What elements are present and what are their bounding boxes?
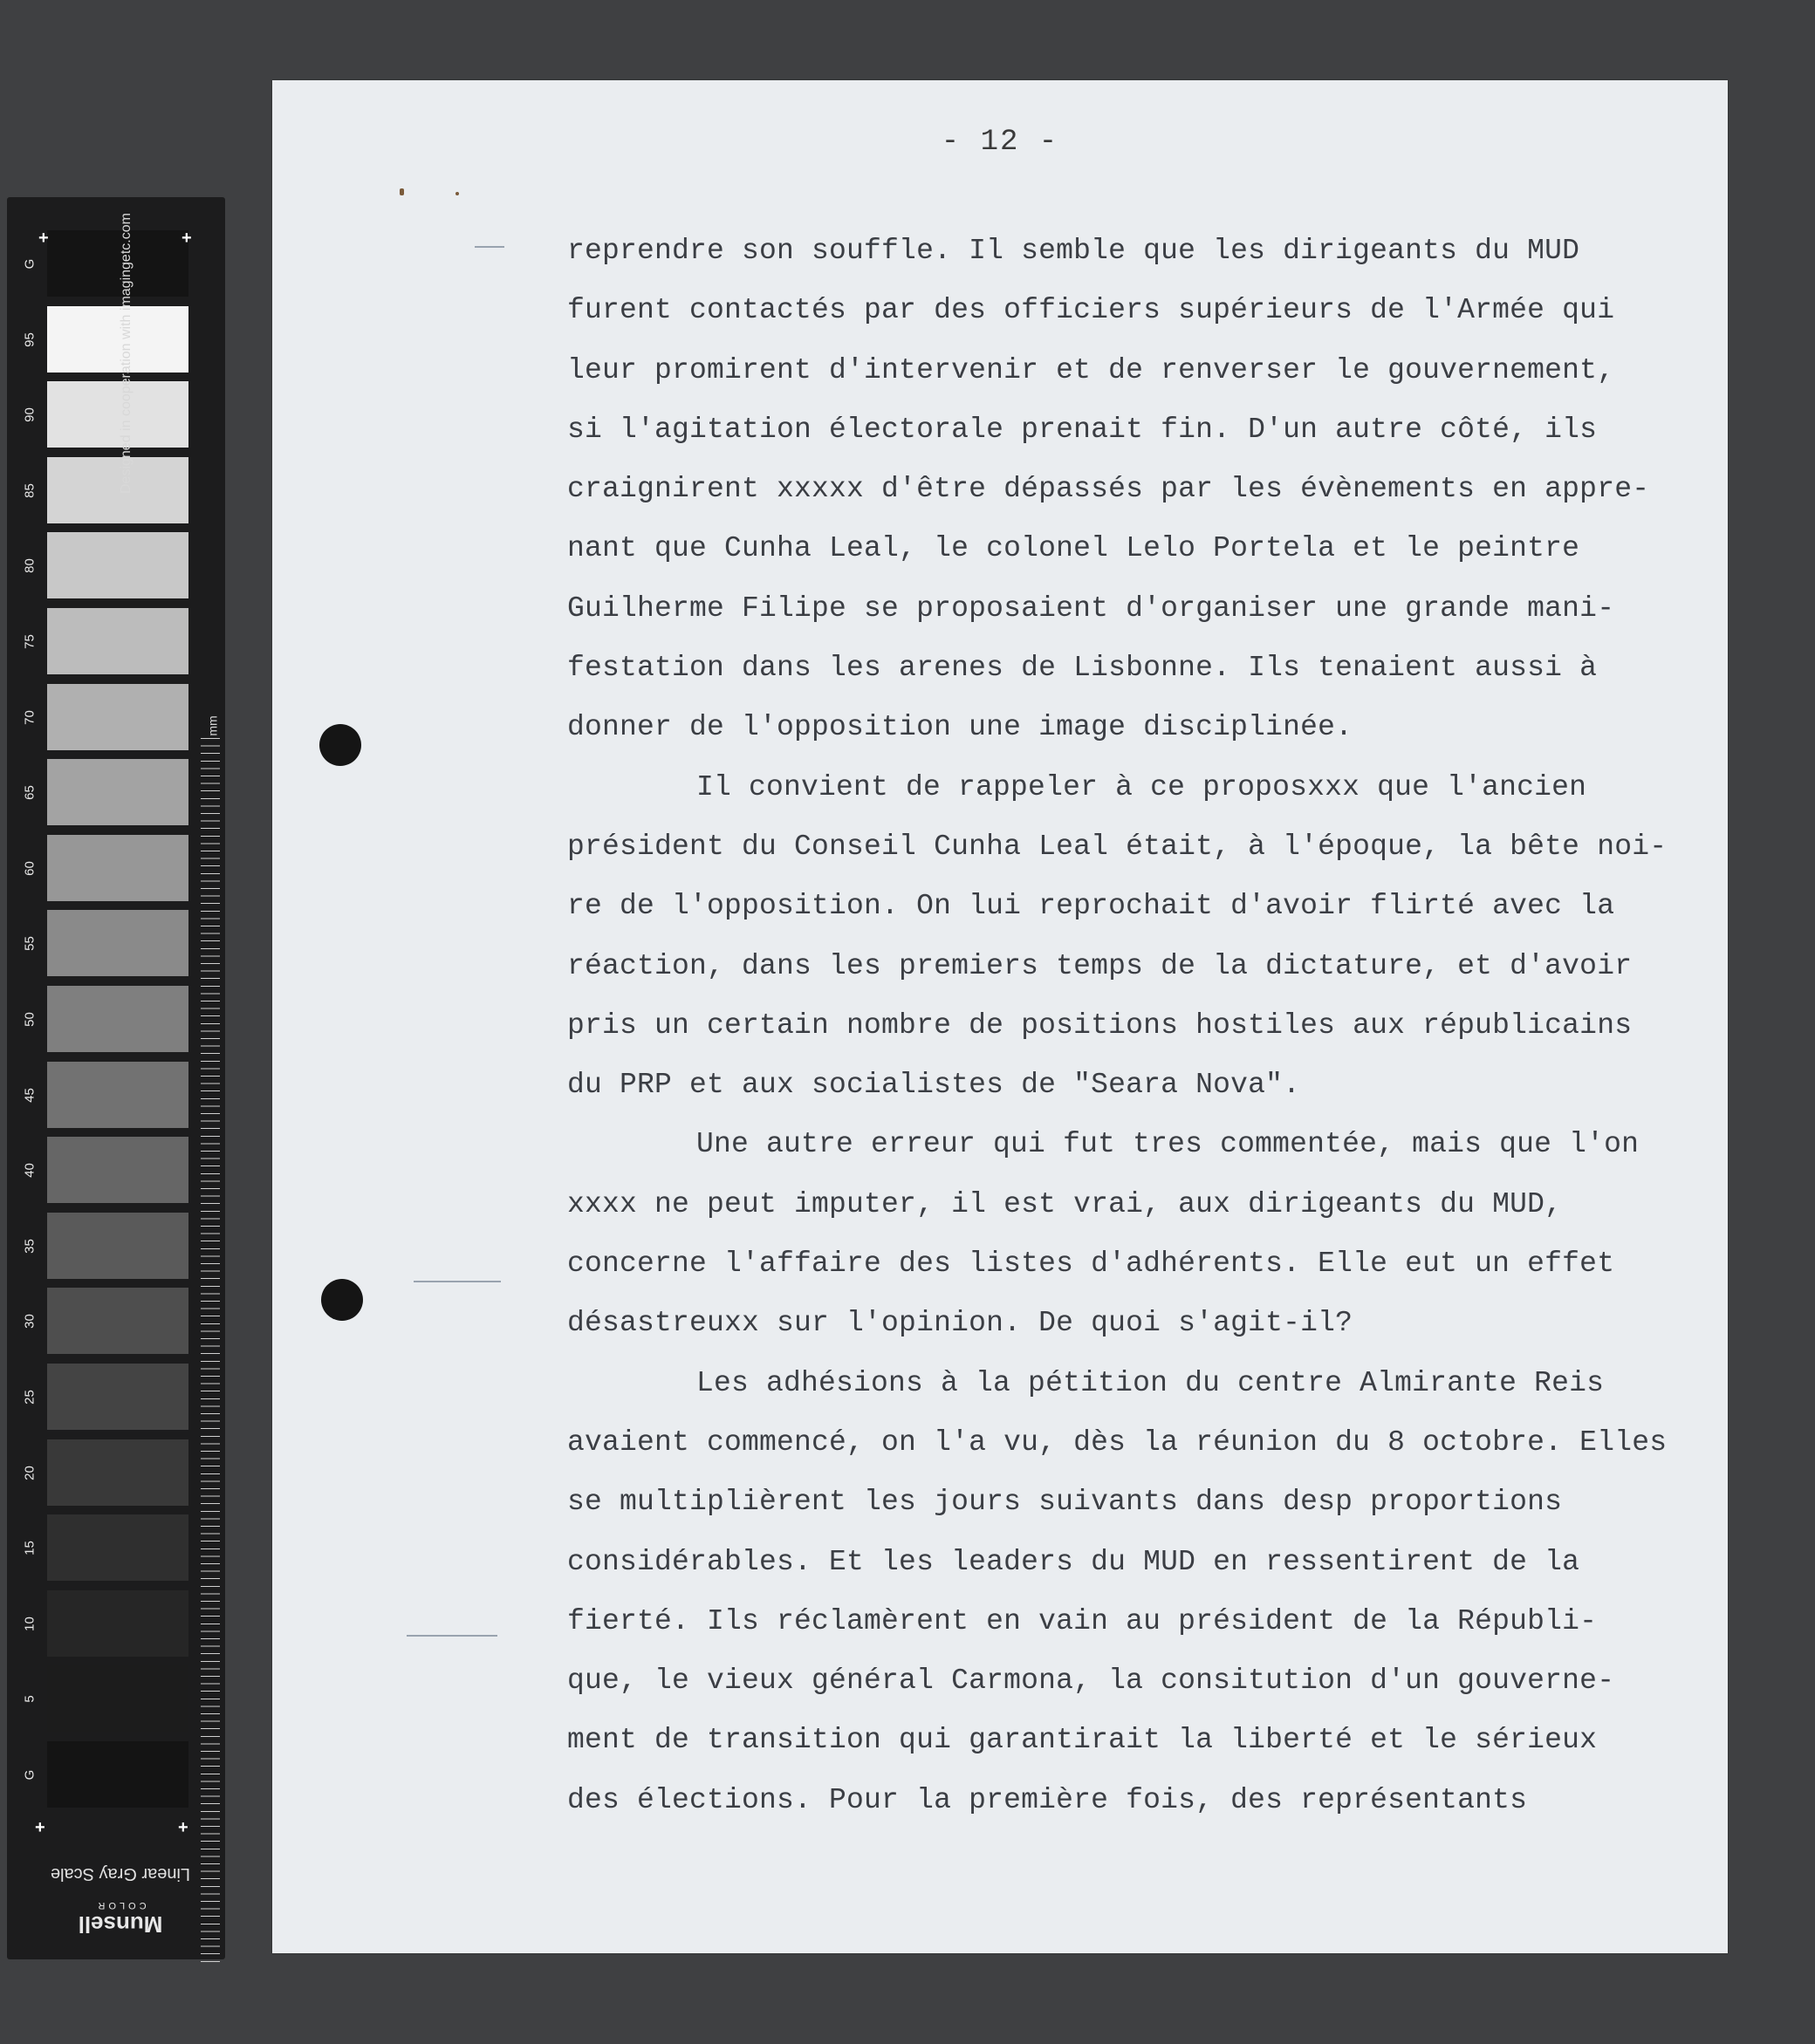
gray-patch-label: 80 bbox=[22, 558, 38, 574]
paper-speck bbox=[455, 192, 459, 195]
gray-patch-label: 45 bbox=[22, 1087, 38, 1103]
text-line: craignirent xxxxx d'être dépassés par les évènements en appre- bbox=[567, 473, 1650, 506]
page-number: - 12 - bbox=[941, 126, 1059, 159]
text-line: leur promirent d'intervenir et de renverser le gouvernement, bbox=[567, 353, 1615, 386]
margin-mark bbox=[414, 1281, 501, 1282]
gray-patch bbox=[47, 910, 188, 976]
text-line: que, le vieux général Carmona, la consitution d'un gouverne- bbox=[567, 1665, 1615, 1698]
text-line: donner de l'opposition une image disciplinée. bbox=[567, 711, 1353, 744]
gray-patch bbox=[47, 1590, 188, 1657]
gray-patch bbox=[47, 230, 188, 297]
plus-mark: + bbox=[178, 1818, 188, 1837]
gray-patch bbox=[47, 532, 188, 598]
gray-patch-label: 30 bbox=[22, 1314, 38, 1330]
ruler-unit-label: mm bbox=[205, 715, 220, 736]
gray-patch-label: G bbox=[22, 258, 38, 270]
plus-mark: + bbox=[35, 1818, 45, 1837]
gray-patch-label: 25 bbox=[22, 1390, 38, 1405]
margin-mark bbox=[407, 1635, 497, 1637]
gray-patch-label: 95 bbox=[22, 332, 38, 347]
gray-patch-label: 65 bbox=[22, 785, 38, 801]
text-line: avaient commencé, on l'a vu, dès la réunion du 8 octobre. Elles bbox=[567, 1425, 1668, 1459]
gray-patch-label: 10 bbox=[22, 1616, 38, 1631]
gray-patch bbox=[47, 381, 188, 448]
text-line: Une autre erreur qui fut tres commentée, mais que l'on bbox=[696, 1128, 1640, 1161]
strip-credit: Designed in cooperation with imagingetc.com bbox=[119, 213, 134, 494]
brand-subtitle: COLOR bbox=[94, 1900, 147, 1911]
gray-patch bbox=[47, 986, 188, 1052]
gray-patch bbox=[47, 759, 188, 825]
plus-mark: + bbox=[182, 229, 192, 248]
gray-patch-label: 35 bbox=[22, 1238, 38, 1254]
text-line: Guilherme Filipe se proposaient d'organiser une grande mani- bbox=[567, 591, 1615, 625]
gray-patch-label: 75 bbox=[22, 634, 38, 649]
gray-patch-label: 5 bbox=[22, 1695, 38, 1704]
plus-mark: + bbox=[38, 229, 49, 248]
gray-patch bbox=[47, 1364, 188, 1430]
gray-patch-label: 85 bbox=[22, 482, 38, 498]
text-line: ment de transition qui garantirait la liberté et le sérieux bbox=[567, 1724, 1598, 1757]
brand-logo bbox=[42, 1900, 199, 1938]
text-line: Il convient de rappeler à ce proposxxx que l'ancien bbox=[696, 770, 1587, 803]
punch-hole bbox=[321, 1279, 363, 1321]
gray-patch-label: 70 bbox=[22, 709, 38, 725]
strip-title: Linear Gray Scale bbox=[50, 1864, 191, 1883]
gray-patch bbox=[47, 1514, 188, 1581]
text-line: reprendre son souffle. Il semble que les dirigeants du MUD bbox=[567, 235, 1580, 267]
gray-patch-label: 55 bbox=[22, 936, 38, 952]
text-line: pris un certain nombre de positions hostiles aux républicains bbox=[567, 1008, 1633, 1042]
text-line: fierté. Ils réclamèrent en vain au président de la Républi- bbox=[567, 1604, 1598, 1637]
text-line: nant que Cunha Leal, le colonel Lelo Portela et le peintre bbox=[567, 532, 1580, 565]
gray-patch-label: 50 bbox=[22, 1012, 38, 1027]
gray-patch bbox=[47, 1439, 188, 1506]
gray-patch bbox=[47, 1137, 188, 1203]
text-line: considérables. Et les leaders du MUD en ressentirent de la bbox=[567, 1545, 1580, 1578]
brand-name: Munsell bbox=[78, 1911, 163, 1938]
gray-patch bbox=[47, 1288, 188, 1354]
gray-patch bbox=[47, 1062, 188, 1128]
text-line: réaction, dans les premiers temps de la dictature, et d'avoir bbox=[567, 949, 1633, 982]
paper-speck bbox=[400, 188, 404, 195]
gray-patch bbox=[47, 684, 188, 750]
text-line: concerne l'affaire des listes d'adhérents. Elle eut un effet bbox=[567, 1248, 1615, 1281]
gray-patch-label: 60 bbox=[22, 860, 38, 876]
gray-patch-label: 90 bbox=[22, 407, 38, 423]
text-line: des élections. Pour la première fois, des représentants bbox=[567, 1783, 1528, 1816]
typed-body-text bbox=[567, 222, 1693, 1830]
text-line: président du Conseil Cunha Leal était, à l'époque, la bête noi- bbox=[567, 830, 1668, 863]
gray-patch bbox=[47, 835, 188, 901]
gray-patch-label: 20 bbox=[22, 1465, 38, 1480]
gray-scale-calibration-strip bbox=[7, 197, 225, 1959]
gray-patch-label: 15 bbox=[22, 1541, 38, 1556]
gray-patch bbox=[47, 306, 188, 373]
text-line: désastreuxx sur l'opinion. De quoi s'agit-il? bbox=[567, 1307, 1353, 1340]
gray-patch bbox=[47, 457, 188, 523]
gray-patch bbox=[47, 608, 188, 674]
gray-patch-label: 40 bbox=[22, 1163, 38, 1179]
gray-patch bbox=[47, 1665, 188, 1732]
gray-patch-label: G bbox=[22, 1769, 38, 1781]
text-line: re de l'opposition. On lui reprochait d'avoir flirté avec la bbox=[567, 890, 1615, 923]
gray-patch bbox=[47, 1213, 188, 1279]
text-line: du PRP et aux socialistes de "Seara Nova". bbox=[567, 1069, 1301, 1102]
gray-patch bbox=[47, 1741, 188, 1808]
text-line: xxxx ne peut imputer, il est vrai, aux dirigeants du MUD, bbox=[567, 1187, 1563, 1220]
text-line: se multiplièrent les jours suivants dans desp proportions bbox=[567, 1486, 1563, 1519]
text-line: si l'agitation électorale prenait fin. D'un autre côté, ils bbox=[567, 413, 1598, 446]
punch-hole bbox=[319, 724, 361, 766]
text-line: Les adhésions à la pétition du centre Almirante Reis bbox=[696, 1366, 1605, 1399]
mm-ruler bbox=[201, 738, 220, 1968]
document-page bbox=[272, 80, 1728, 1953]
margin-mark bbox=[475, 246, 504, 248]
text-line: furent contactés par des officiers supérieurs de l'Armée qui bbox=[567, 294, 1615, 327]
text-line: festation dans les arenes de Lisbonne. Ils tenaient aussi à bbox=[567, 652, 1598, 685]
